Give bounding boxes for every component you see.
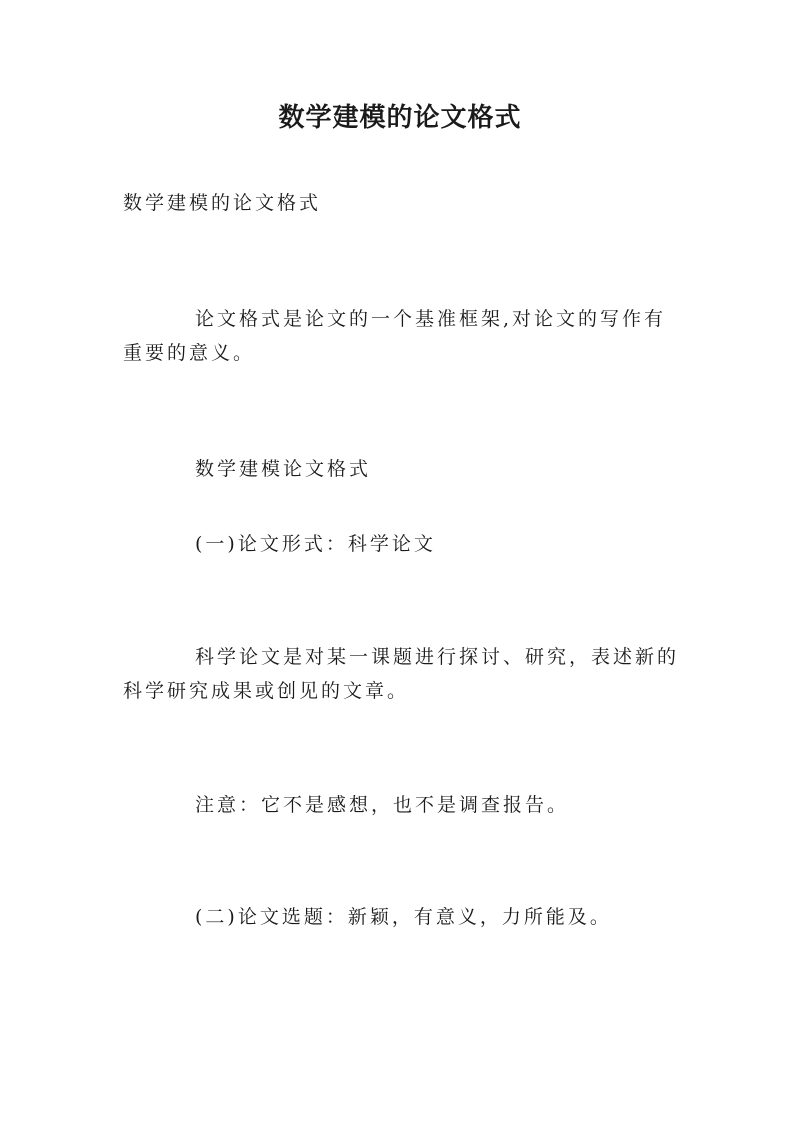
document-title: 数学建模的论文格式: [278, 103, 522, 133]
subtitle-paragraph: 数学建模的论文格式: [123, 192, 322, 214]
section-two-paragraph: (二)论文选题：新颖，有意义，力所能及。: [195, 906, 612, 928]
science-paper-paragraph: 科学论文是对某一课题进行探讨、研究，表述新的科学研究成果或创见的文章。: [123, 646, 680, 702]
format-heading-paragraph: 数学建模论文格式: [195, 458, 372, 480]
section-one-paragraph: (一)论文形式：科学论文: [195, 533, 436, 555]
intro-paragraph: 论文格式是论文的一个基准框架,对论文的写作有重要的意义。: [123, 308, 667, 364]
note-paragraph: 注意：它不是感想，也不是调查报告。: [195, 794, 570, 816]
